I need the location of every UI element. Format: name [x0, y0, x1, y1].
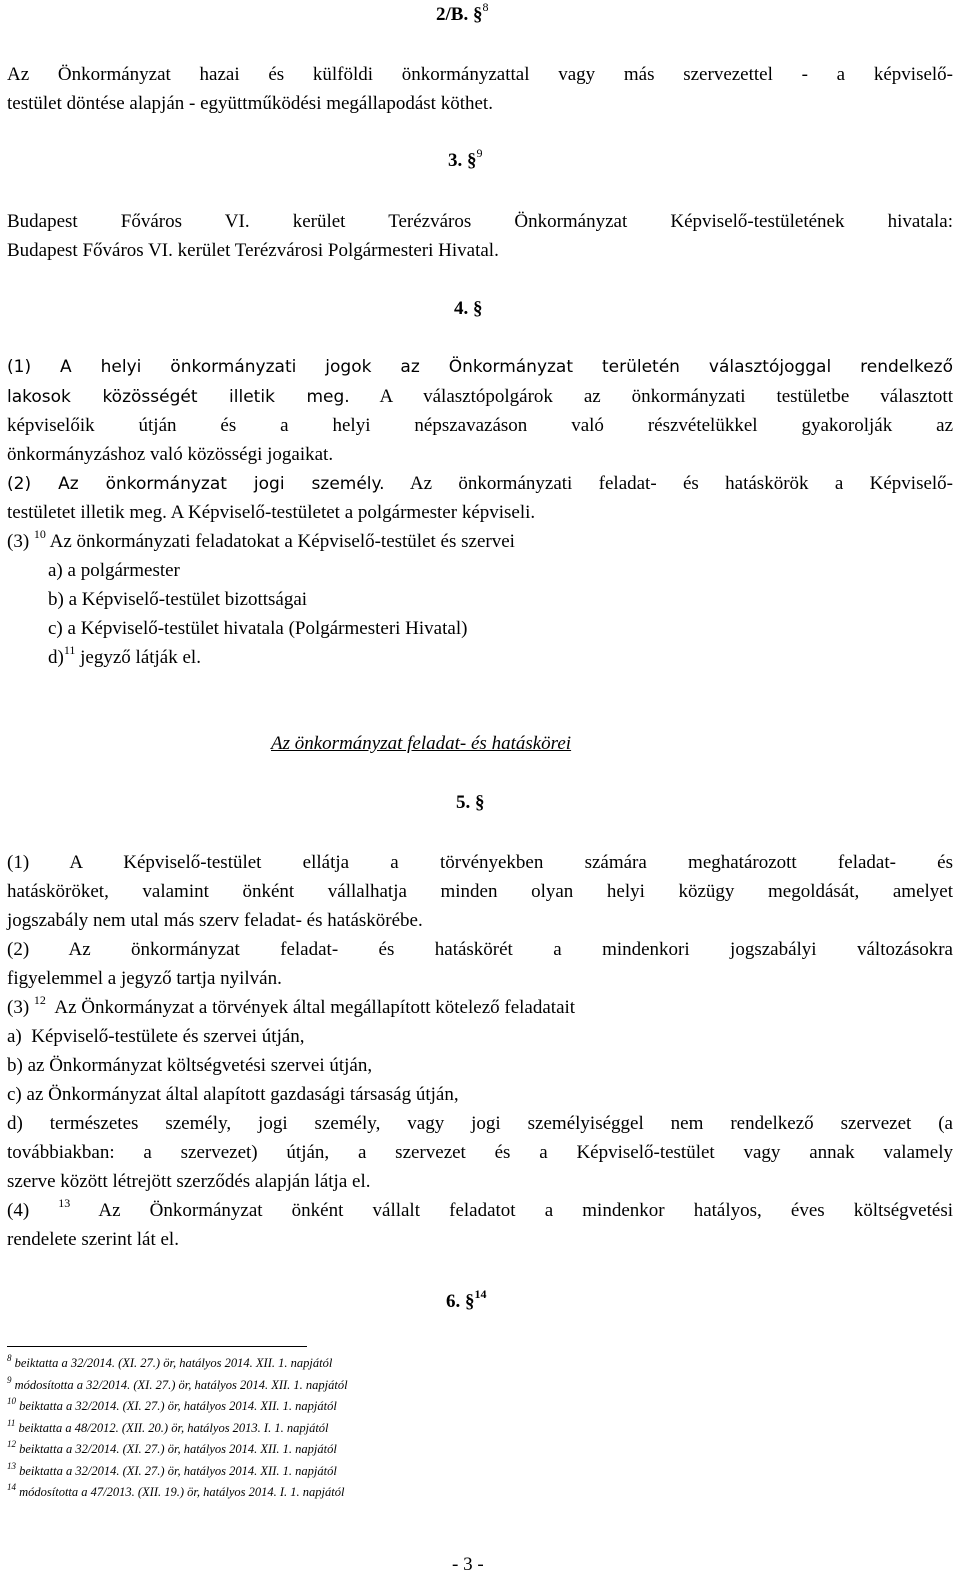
- footnote-number: 11: [7, 1417, 16, 1428]
- section-3-heading: 3. §$^9$: [448, 146, 483, 171]
- footnote-number: 9: [7, 1374, 12, 1385]
- footnote-ref-12: 12: [33, 993, 46, 1007]
- footnote-text: beiktatta a 48/2012. (XII. 20.) ör, hatályos 2013. I. 1. napjától: [15, 1420, 329, 1435]
- chapter-heading: Az önkormányzat feladat- és hatáskörei: [271, 733, 572, 754]
- list-item: c) az Önkormányzat által alapított gazdasági társaság útján,: [7, 1084, 459, 1105]
- paragraph-4-line: (1) A helyi önkormányzati jogok az Önkormányzat területén választójoggal rendelkező: [7, 357, 953, 377]
- paragraph-4-line: (2) Az önkormányzat jogi személy. Az önkormányzati feladat- és hatáskörök a Képviselő-: [7, 473, 953, 494]
- paragraph-4-line: lakosok közösségét illetik meg. A választópolgárok az önkormányzati testületbe választott: [7, 386, 953, 407]
- list-item: továbbiakban: a szervezet) útján, a szervezet és a Képviselő-testület vagy annak valamely: [7, 1142, 953, 1163]
- paragraph-4-line: képviselőik útján és a helyi népszavazáson való részvételükkel gyakorolják az: [7, 415, 953, 436]
- paragraph-5-line: figyelemmel a jegyző tartja nyilván.: [7, 968, 282, 989]
- paragraph-5-line: (3) $^{12}$ Az Önkormányzat a törvények által megállapított kötelező feladatait: [7, 993, 576, 1018]
- footnote: [7, 1417, 329, 1436]
- list-item: b) az Önkormányzat költségvetési szervei útján,: [7, 1055, 373, 1076]
- footnote-ref-10: 10: [33, 527, 46, 541]
- footnote-number: 14: [7, 1482, 16, 1492]
- paragraph-3-line: Budapest Főváros VI. kerület Terézvárosi Polgármesteri Hivatal.: [7, 240, 499, 261]
- paragraph-3-line: Budapest Főváros VI. kerület Terézváros Önkormányzat Képviselő-testületének hivatala:: [7, 211, 953, 232]
- footnote-number: 10: [7, 1396, 16, 1406]
- paragraph-4-line: (3) $^{10}$ Az önkormányzati feladatokat a Képviselő-testület és szervei: [7, 527, 515, 552]
- footnote: [7, 1353, 333, 1371]
- paragraph-2b-line: Az Önkormányzat hazai és külföldi önkormányzattal vagy más szervezettel - a képviselő-: [7, 64, 953, 85]
- footnote-text: beiktatta a 32/2014. (XI. 27.) ör, hatályos 2014. XII. 1. napjától: [11, 1356, 333, 1370]
- footnote-text: beiktatta a 32/2014. (XI. 27.) ör, hatályos 2014. XII. 1. napjától: [16, 1463, 337, 1478]
- footnote-number: 12: [7, 1439, 16, 1449]
- paragraph-5-line: (1) A Képviselő-testület ellátja a törvényekben számára meghatározott feladat- és: [7, 852, 953, 873]
- list-item: d) természetes személy, jogi személy, vagy jogi személyiséggel nem rendelkező szervezet (a: [7, 1113, 953, 1134]
- list-item: a) Képviselő-testülete és szervei útján,: [7, 1026, 305, 1047]
- footnote: [7, 1396, 337, 1414]
- footnote-ref-14: 14: [474, 1287, 487, 1301]
- footnote-text: módosította a 32/2014. (XI. 27.) ör, hatályos 2014. XII. 1. napjától: [11, 1377, 348, 1392]
- footnote-ref-11: 11: [63, 643, 76, 657]
- page-number: - 3 -: [452, 1554, 484, 1575]
- paragraph-2b-line: testület döntése alapján - együttműködési megállapodást köthet.: [7, 93, 493, 114]
- paragraph-5-line: (2) Az önkormányzat feladat- és hatáskörét a mindenkori jogszabályi változásokra: [7, 939, 953, 960]
- paragraph-5-line: hatásköröket, valamint önként vállalhatja minden olyan helyi közügy megoldását, amelyet: [7, 881, 953, 902]
- footnote-ref-13: 13: [58, 1196, 71, 1210]
- footnote-ref-8: 8: [482, 0, 489, 14]
- section-4-heading: 4. §: [454, 298, 483, 319]
- footnote-divider: [7, 1346, 307, 1347]
- footnote: [7, 1439, 337, 1457]
- footnote-text: beiktatta a 32/2014. (XI. 27.) ör, hatályos 2014. XII. 1. napjától: [16, 1442, 337, 1456]
- list-item: c) a Képviselő-testület hivatala (Polgármesteri Hivatal): [48, 618, 468, 639]
- list-item: d)$^{11}$ jegyző látják el.: [48, 643, 201, 668]
- section-2b-heading: 2/B. §$^8$: [436, 0, 489, 25]
- paragraph-5-line: (4) $^{13}$ Az Önkormányzat önként vállalt feladatot a mindenkor hatályos, éves költségvetési: [7, 1196, 953, 1221]
- section-5-heading: 5. §: [456, 792, 485, 813]
- paragraph-5-line: rendelete szerint lát el.: [7, 1229, 179, 1250]
- list-item: a) a polgármester: [48, 560, 180, 581]
- footnote-text: módosította a 47/2013. (XII. 19.) ör, hatályos 2014. I. 1. napjától: [16, 1485, 345, 1499]
- footnote-number: 13: [7, 1460, 16, 1471]
- footnote: [7, 1374, 348, 1393]
- footnote-ref-9: 9: [476, 146, 483, 160]
- paragraph-4-line: testületet illetik meg. A Képviselő-testületet a polgármester képviseli.: [7, 502, 536, 523]
- section-6-heading: 6. §$^{14}$: [446, 1287, 487, 1312]
- footnote-text: beiktatta a 32/2014. (XI. 27.) ör, hatályos 2014. XII. 1. napjától: [16, 1399, 337, 1413]
- footnote: [7, 1482, 345, 1500]
- list-item: b) a Képviselő-testület bizottságai: [48, 589, 308, 610]
- footnote-number: 8: [7, 1353, 12, 1363]
- footnote: [7, 1460, 337, 1479]
- paragraph-4-line: önkormányzáshoz való közösségi jogaikat.: [7, 444, 334, 465]
- paragraph-5-line: jogszabály nem utal más szerv feladat- és hatáskörébe.: [7, 910, 423, 931]
- list-item: szerve között létrejött szerződés alapján látja el.: [7, 1171, 371, 1192]
